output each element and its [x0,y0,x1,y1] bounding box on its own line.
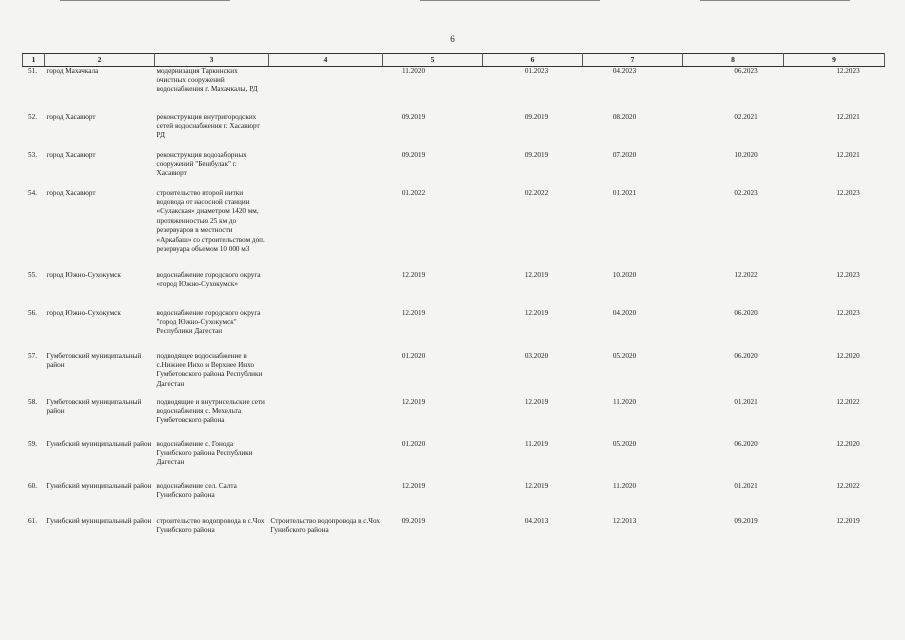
date-cell: 02.2021 [734,112,758,121]
column-number-header-row [23,54,885,67]
row-number: 56. [28,308,37,317]
date-cell: 12.2023 [836,270,860,279]
table-row [23,309,885,352]
row-number: 53. [28,150,37,159]
municipality-cell: город Махачкала [46,66,99,75]
row-number: 55. [28,270,37,279]
date-cell: 12.2020 [836,439,860,448]
object-cell: Строительство водопровода в с.Чох Гунибского района [270,516,380,535]
municipality-cell: Гумбетовский муниципальный район [46,397,142,416]
date-cell: 12.2019 [524,397,549,406]
object-cell [269,189,383,271]
date-cell: 06.2023 [734,66,758,75]
project-cell: водоснабжение городского округа «город Южно-Сухокумск» [156,270,261,289]
date-cell: 07.2020 [612,150,637,159]
municipality-cell: Гунибский муниципальный район [46,439,152,448]
table-row [23,352,885,398]
date-cell: 01.2022 [401,188,426,197]
date-cell: 11.2020 [612,397,637,406]
date-cell: 12.2022 [836,481,860,490]
project-cell: строительство второй нитки водовода от насосной станции «Сулакская» диаметром 1420 мм, протяженностью 25 км до резервуаров в местности «Аркабаш» со строительством доп. резервуара объемом 10 000 м3 [156,188,265,253]
row-number: 54. [28,188,37,197]
date-cell: 09.2019 [524,150,549,159]
date-cell: 12.2021 [836,112,860,121]
table-row [23,66,885,113]
row-number: 51. [28,66,37,75]
date-cell: 05.2020 [612,351,637,360]
date-cell: 01.2021 [612,188,637,197]
date-cell: 01.2020 [401,351,426,360]
date-cell: 12.2022 [734,270,758,279]
object-cell [269,440,383,482]
date-cell: 01.2021 [734,397,758,406]
column-header: 2 [45,54,155,67]
project-cell: реконструкция внутригородских сетей водоснабжения г. Хасавюрт РД [156,112,260,140]
table-row [23,271,885,309]
date-cell: 04.2023 [612,66,637,75]
date-cell: 12.2019 [401,481,426,490]
project-cell: водоснабжение сел. Салта Гунибского района [156,481,237,500]
date-cell: 08.2020 [612,112,637,121]
column-header: 5 [383,54,483,67]
date-cell: 01.2020 [401,439,426,448]
date-cell: 04.2013 [524,516,549,525]
column-header: 9 [784,54,885,67]
municipality-cell: Гунибский муниципальный район [46,516,152,525]
row-number: 59. [28,439,37,448]
object-cell [269,113,383,151]
object-cell [269,151,383,189]
project-cell: подводящее водоснабжение в с.Нижнее Инхо и Верхнее Инхо Гумбетовского района Республики Дагестан [156,351,263,388]
date-cell: 11.2020 [401,66,426,75]
date-cell: 01.2021 [734,481,758,490]
date-cell: 09.2019 [401,150,426,159]
date-cell: 01.2023 [524,66,549,75]
table-row [23,113,885,151]
date-cell: 12.2023 [836,188,860,197]
date-cell: 12.2021 [836,150,860,159]
row-number: 57. [28,351,37,360]
table-row [23,151,885,189]
table-row [23,189,885,271]
date-cell: 10.2020 [612,270,637,279]
document-sheet [22,53,884,555]
municipality-cell: город Хасавюрт [46,188,96,197]
date-cell: 12.2022 [836,397,860,406]
date-cell: 12.2023 [836,66,860,75]
row-number: 60. [28,481,37,490]
municipality-cell: город Южно-Сухокумск [46,270,121,279]
column-header: 7 [583,54,683,67]
date-cell: 12.2019 [524,308,549,317]
date-cell: 12.2023 [836,308,860,317]
column-header: 4 [269,54,383,67]
municipality-cell: Гумбетовский муниципальный район [46,351,142,370]
object-cell [269,398,383,440]
project-cell: водоснабжение с. Гонода Гунибского района Республики Дагестан [156,439,253,467]
object-cell [269,352,383,398]
date-cell: 10.2020 [734,150,758,159]
date-cell: 09.2019 [401,516,426,525]
date-cell: 06.2020 [734,439,758,448]
municipality-cell: Гунибский муниципальный район [46,481,152,490]
date-cell: 12.2019 [836,516,860,525]
table-row [23,398,885,440]
project-cell: реконструкция водозаборных сооружений "Бешбулак" г. Хасавюрт [156,150,247,178]
row-number: 52. [28,112,37,121]
table-row [23,517,885,555]
object-cell [269,482,383,517]
object-cell [269,309,383,352]
date-cell: 12.2019 [401,308,426,317]
date-cell: 06.2020 [734,308,758,317]
schedule-table [22,53,885,555]
date-cell: 02.2022 [524,188,549,197]
scan-artifact-line [420,0,600,1]
project-cell: водоснабжение городского округа "город Южно-Сухокумск" Республики Дагестан [156,308,261,336]
page-number: 6 [450,34,455,44]
date-cell: 12.2020 [836,351,860,360]
date-cell: 09.2019 [524,112,549,121]
column-header: 8 [683,54,784,67]
date-cell: 05.2020 [612,439,637,448]
date-cell: 03.2020 [524,351,549,360]
scan-artifact-line [60,0,230,1]
date-cell: 12.2019 [401,397,426,406]
row-number: 58. [28,397,37,406]
date-cell: 09.2019 [734,516,758,525]
date-cell: 11.2019 [524,439,549,448]
date-cell: 04.2020 [612,308,637,317]
municipality-cell: город Южно-Сухокумск [46,308,121,317]
date-cell: 12.2013 [612,516,637,525]
table-row [23,482,885,517]
date-cell: 02.2023 [734,188,758,197]
date-cell: 12.2019 [524,481,549,490]
project-cell: строительство водопровода в с.Чох Гунибского района [156,516,265,535]
object-cell [269,66,383,113]
municipality-cell: город Хасавюрт [46,150,96,159]
column-header: 6 [483,54,583,67]
date-cell: 06.2020 [734,351,758,360]
project-cell: подводящие и внутрисельские сети водоснабжения с. Мехельта Гумбетовского района [156,397,265,425]
table-row [23,440,885,482]
municipality-cell: город Хасавюрт [46,112,96,121]
column-header: 1 [23,54,45,67]
row-number: 61. [28,516,37,525]
date-cell: 12.2019 [401,270,426,279]
scan-artifact-line [700,0,850,1]
date-cell: 12.2019 [524,270,549,279]
date-cell: 09.2019 [401,112,426,121]
date-cell: 11.2020 [612,481,637,490]
object-cell [269,271,383,309]
column-header: 3 [155,54,269,67]
project-cell: модернизация Таркинских очистных сооружений водоснабжения г. Махачкалы, РД [156,66,258,94]
